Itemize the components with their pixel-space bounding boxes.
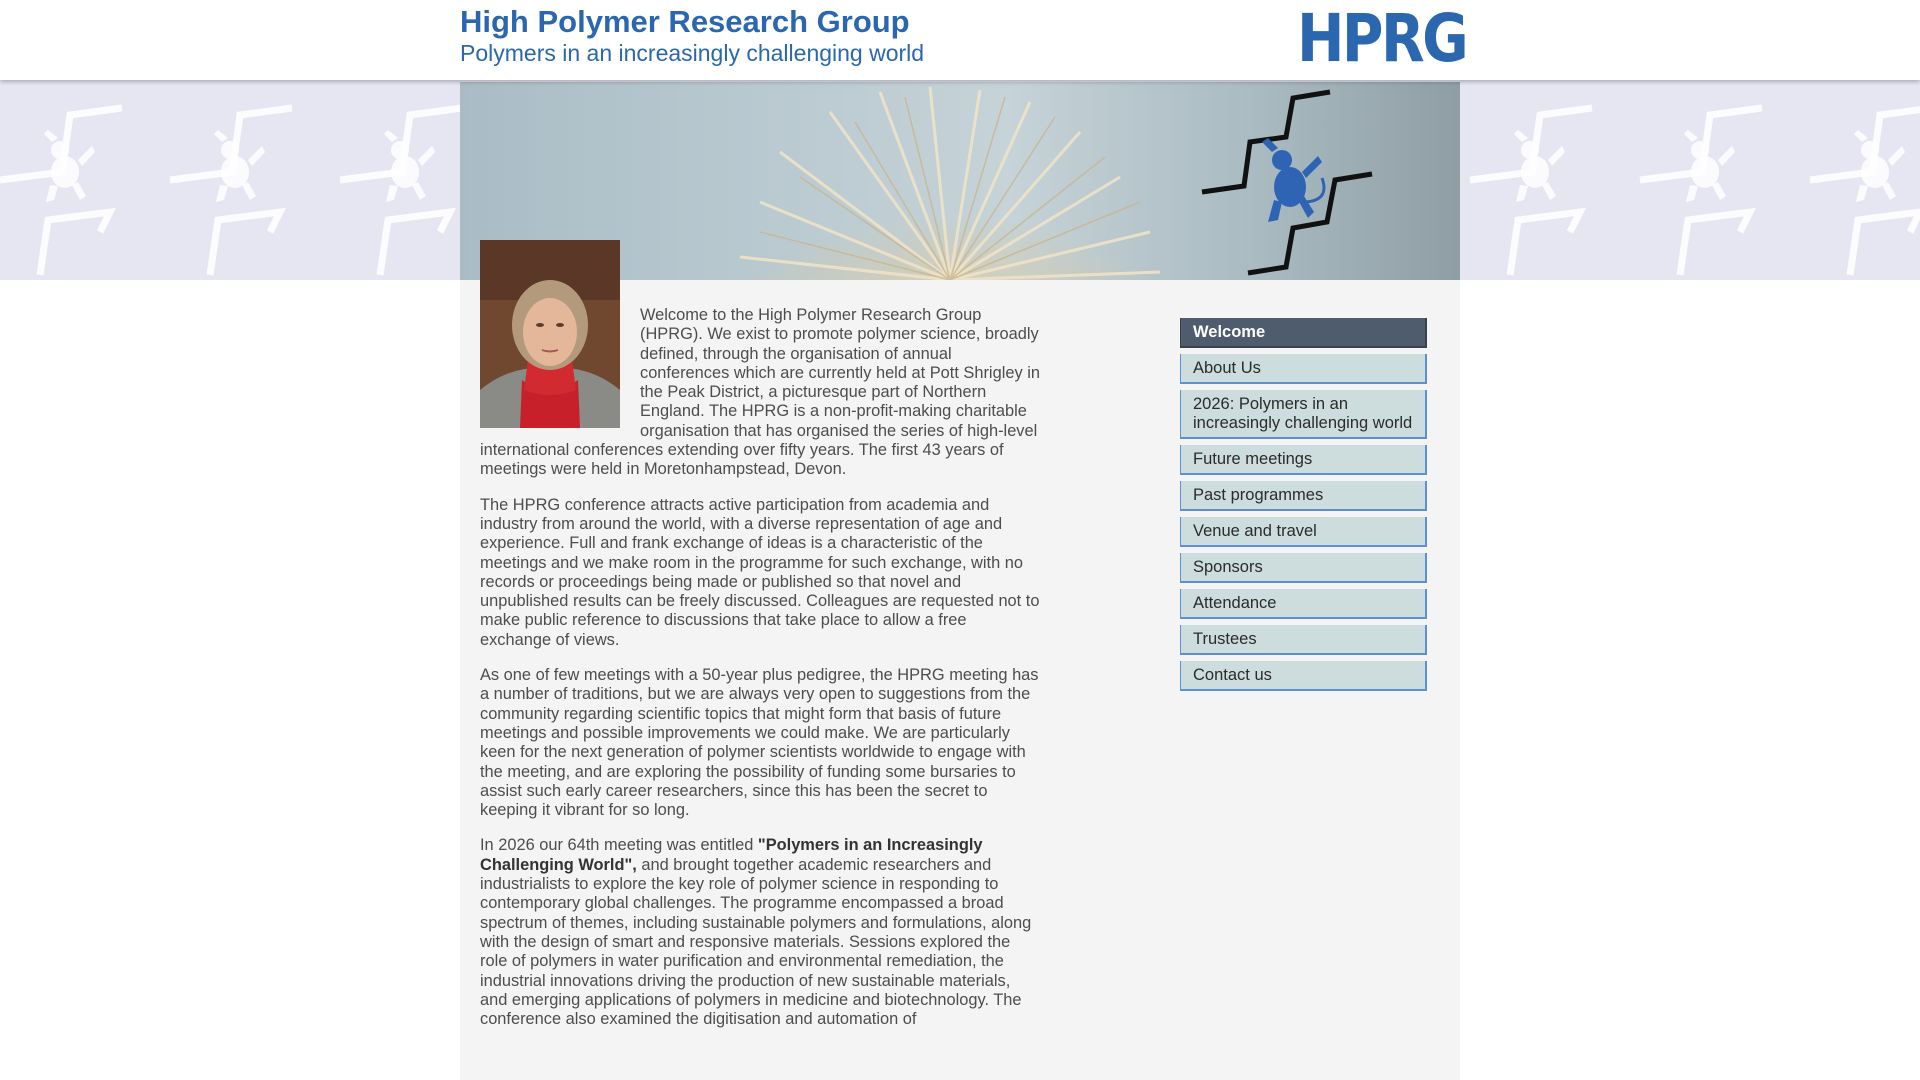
article-paragraph: The HPRG conference attracts active participation from academia and industry from around the world, with a diverse representation of age and experience. Full and frank exchange of ideas is a characteristic of the meetings and we make room in the programme for such exchange, with no records or proceedings being made or published so that novel and unpublished results can be freely discussed. Colleagues are requested not to make public reference to discussions that take place to allow a free exchange of views.	[480, 495, 1040, 649]
sidebar-nav	[1180, 318, 1427, 697]
nav-item-trustees[interactable]: Trustees	[1180, 625, 1427, 655]
nav-item-sponsors[interactable]: Sponsors	[1180, 553, 1427, 583]
article-paragraph: Welcome to the High Polymer Research Group (HPRG). We exist to promote polymer science, broadly defined, through the organisation of annual conferences which are currently held at Pott Shrigley in the Peak District, a picturesque part of Northern England. The HPRG is a non-profit-making charitable organisation that has organised the series of high-level international conferences extending over fifty years. The first 43 years of meetings were held in Moretonhampstead, Devon.	[480, 306, 1040, 479]
nav-item-past-programmes[interactable]: Past programmes	[1180, 481, 1427, 511]
site-header	[0, 0, 1920, 80]
nav-item-attendance[interactable]: Attendance	[1180, 589, 1427, 619]
site-tagline: Polymers in an increasingly challenging world	[460, 40, 925, 66]
portrait-photo	[480, 240, 620, 428]
lion-emblem-icon	[1202, 92, 1372, 273]
nav-item-2026-meeting[interactable]: 2026: Polymers in an increasingly challenging world	[1180, 390, 1427, 439]
site-title[interactable]: High Polymer Research Group	[460, 4, 910, 39]
article-paragraph: In 2026 our 64th meeting was entitled "Polymers in an Increasingly Challenging World", and brought together academic researchers and industrialists to explore the key role of polymer science in responding to contemporary global challenges. The programme encompassed a broad spectrum of themes, including sustainable polymers and formulations, along with the design of smart and responsive materials. Sessions explored the role of polymers in water purification and environmental remediation, the industrial innovations driving the production of new sustainable materials, and emerging applications of polymers in medicine and biotechnology. The conference also examined the digitisation and automation of	[480, 836, 1032, 1029]
nav-item-future-meetings[interactable]: Future meetings	[1180, 445, 1427, 475]
hprg-logo[interactable]: HPRG	[1297, 0, 1467, 77]
meeting-title: "Polymers in an Increasingly Challenging World",	[480, 836, 983, 874]
nav-item-about-us[interactable]: About Us	[1180, 354, 1427, 384]
nav-item-welcome[interactable]: Welcome	[1180, 318, 1427, 348]
nav-item-contact-us[interactable]: Contact us	[1180, 661, 1427, 691]
nav-item-venue-and-travel[interactable]: Venue and travel	[1180, 517, 1427, 547]
article-paragraph: As one of few meetings with a 50-year plus pedigree, the HPRG meeting has a number of traditions, but we are always very open to suggestions from the community regarding scientific topics that might form that basis of future meetings and possible improvements we could make. We are particularly keen for the next generation of polymer scientists worldwide to engage with the meeting, and are exploring the possibility of funding some bursaries to assist such early career researchers, since this has been the secret to keeping it vibrant for so long.	[480, 666, 1039, 820]
